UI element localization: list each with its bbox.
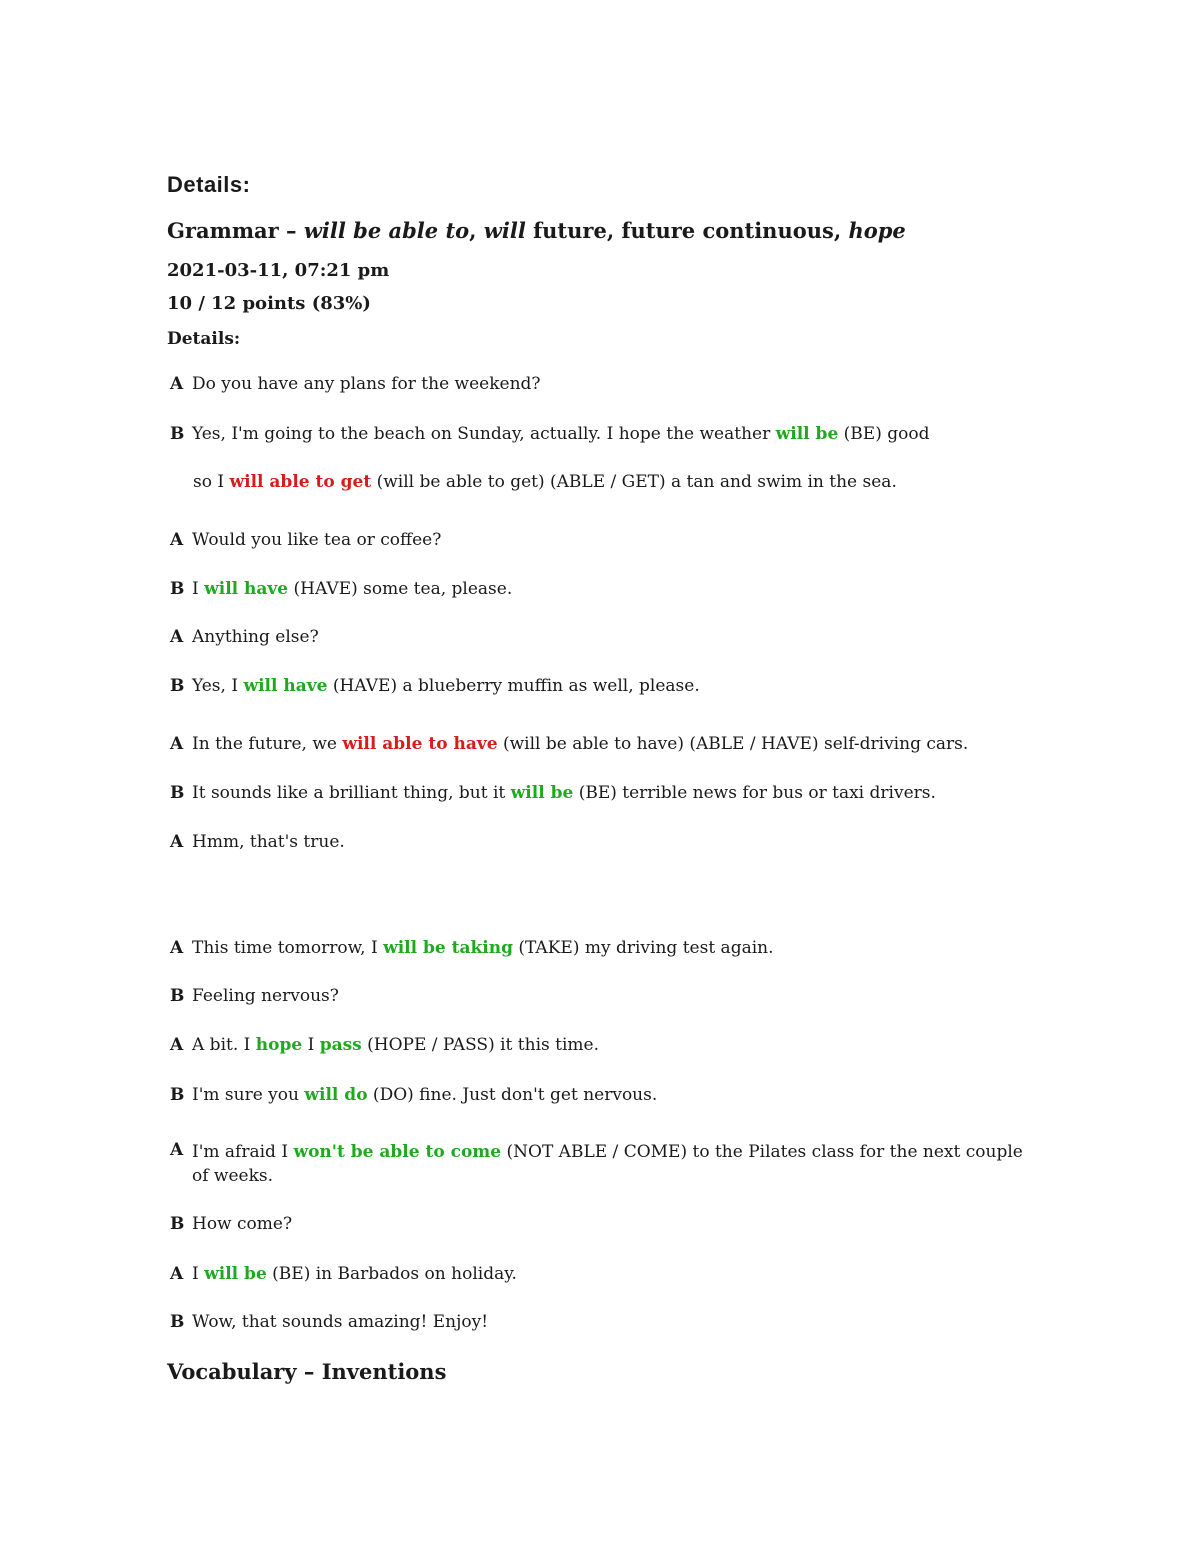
incorrect-answer: will able to have bbox=[342, 734, 498, 754]
speaker-label: B bbox=[170, 986, 185, 1006]
line-text: (will be able to get) (ABLE / GET) a tan and swim in the sea. bbox=[371, 472, 897, 492]
dialogue-line bbox=[170, 579, 512, 599]
correct-answer: will be taking bbox=[383, 938, 513, 958]
score: 10 / 12 points (83%) bbox=[167, 293, 371, 314]
correct-answer: will be bbox=[775, 424, 839, 444]
line-text: I'm afraid I bbox=[192, 1142, 294, 1162]
correct-answer: hope bbox=[255, 1035, 303, 1055]
dialogue-line bbox=[170, 1214, 292, 1234]
line-text: In the future, we bbox=[192, 734, 343, 754]
line-text: (BE) terrible news for bus or taxi drivers. bbox=[573, 783, 936, 803]
line-text: How come? bbox=[192, 1214, 293, 1234]
line-text: (NOT ABLE / COME) to the Pilates class for the next couple of weeks. bbox=[192, 1142, 1023, 1186]
dialogue-line bbox=[170, 832, 345, 852]
title-italic: will bbox=[483, 218, 526, 243]
line-text: (HAVE) a blueberry muffin as well, please. bbox=[327, 676, 700, 696]
line-text: (DO) fine. Just don't get nervous. bbox=[367, 1085, 658, 1105]
line-text: I bbox=[192, 1264, 205, 1284]
speaker-label: A bbox=[170, 627, 184, 647]
line-text: This time tomorrow, I bbox=[192, 938, 384, 958]
details-heading: Details: bbox=[167, 172, 251, 197]
dialogue-line bbox=[170, 374, 541, 394]
speaker-label: B bbox=[170, 1085, 185, 1105]
incorrect-answer: will able to get bbox=[229, 472, 372, 492]
dialogue-line bbox=[170, 1264, 517, 1284]
correct-answer: will have bbox=[204, 579, 289, 599]
speaker-label: A bbox=[170, 832, 184, 852]
line-text: A bit. I bbox=[192, 1035, 256, 1055]
line-text: I bbox=[302, 1035, 320, 1055]
dialogue-line bbox=[170, 938, 774, 958]
speaker-label: B bbox=[170, 676, 185, 696]
dialogue-line bbox=[170, 424, 929, 444]
grammar-title bbox=[167, 218, 906, 243]
line-text: (will be able to have) (ABLE / HAVE) self-driving cars. bbox=[497, 734, 969, 754]
line-text: Would you like tea or coffee? bbox=[192, 530, 442, 550]
dialogue-line bbox=[170, 734, 968, 754]
dialogue-line bbox=[170, 783, 936, 803]
speaker-label: B bbox=[170, 1312, 185, 1332]
line-text: Yes, I bbox=[192, 676, 244, 696]
line-text: (HAVE) some tea, please. bbox=[288, 579, 513, 599]
line-text: I'm sure you bbox=[192, 1085, 305, 1105]
line-text: Do you have any plans for the weekend? bbox=[192, 374, 541, 394]
speaker-label: A bbox=[170, 374, 184, 394]
dialogue-line bbox=[170, 1140, 1050, 1188]
line-text: (HOPE / PASS) it this time. bbox=[361, 1035, 599, 1055]
line-text: Anything else? bbox=[192, 627, 319, 647]
correct-answer: will be bbox=[204, 1264, 267, 1284]
speaker-label: A bbox=[170, 530, 184, 550]
line-text: It sounds like a brilliant thing, but it bbox=[192, 783, 511, 803]
title-part: future, future continuous, bbox=[525, 218, 849, 243]
dialogue-line bbox=[193, 472, 897, 492]
line-text: (TAKE) my driving test again. bbox=[512, 938, 774, 958]
correct-answer: will have bbox=[243, 676, 328, 696]
speaker-label: A bbox=[170, 1264, 184, 1284]
line-text: Feeling nervous? bbox=[192, 986, 339, 1006]
line-text: Yes, I'm going to the beach on Sunday, actually. I hope the weather bbox=[192, 424, 776, 444]
correct-answer: pass bbox=[319, 1035, 362, 1055]
line-text: (BE) in Barbados on holiday. bbox=[266, 1264, 517, 1284]
correct-answer: will be bbox=[510, 783, 574, 803]
line-text-block bbox=[192, 1140, 1032, 1188]
line-text: Wow, that sounds amazing! Enjoy! bbox=[192, 1312, 489, 1332]
dialogue-line bbox=[170, 676, 700, 696]
line-text: (BE) good bbox=[838, 424, 930, 444]
line-text: so I bbox=[193, 472, 230, 492]
speaker-label: B bbox=[170, 1214, 185, 1234]
dialogue-line bbox=[170, 1035, 599, 1055]
title-part: , bbox=[469, 218, 484, 243]
dialogue-line bbox=[170, 986, 339, 1006]
correct-answer: will do bbox=[304, 1085, 368, 1105]
title-italic: hope bbox=[848, 218, 906, 243]
speaker-label: A bbox=[170, 734, 184, 754]
attempt-date: 2021-03-11, 07:21 pm bbox=[167, 260, 390, 281]
vocabulary-heading: Vocabulary – Inventions bbox=[167, 1359, 447, 1384]
speaker-label: B bbox=[170, 424, 185, 444]
dialogue-line bbox=[170, 627, 319, 647]
dialogue-line bbox=[170, 1085, 657, 1105]
speaker-label: B bbox=[170, 783, 185, 803]
correct-answer: won't be able to come bbox=[293, 1142, 502, 1162]
line-text: Hmm, that's true. bbox=[192, 832, 345, 852]
speaker-label: A bbox=[170, 1035, 184, 1055]
line-text: I bbox=[192, 579, 205, 599]
dialogue-line bbox=[170, 1312, 488, 1332]
dialogue-line bbox=[170, 530, 441, 550]
speaker-label: A bbox=[170, 938, 184, 958]
details-label: Details: bbox=[167, 329, 241, 349]
speaker-label: A bbox=[170, 1140, 184, 1160]
title-italic: will be able to bbox=[303, 218, 470, 243]
speaker-label: B bbox=[170, 579, 185, 599]
title-part: Grammar – bbox=[167, 218, 304, 243]
